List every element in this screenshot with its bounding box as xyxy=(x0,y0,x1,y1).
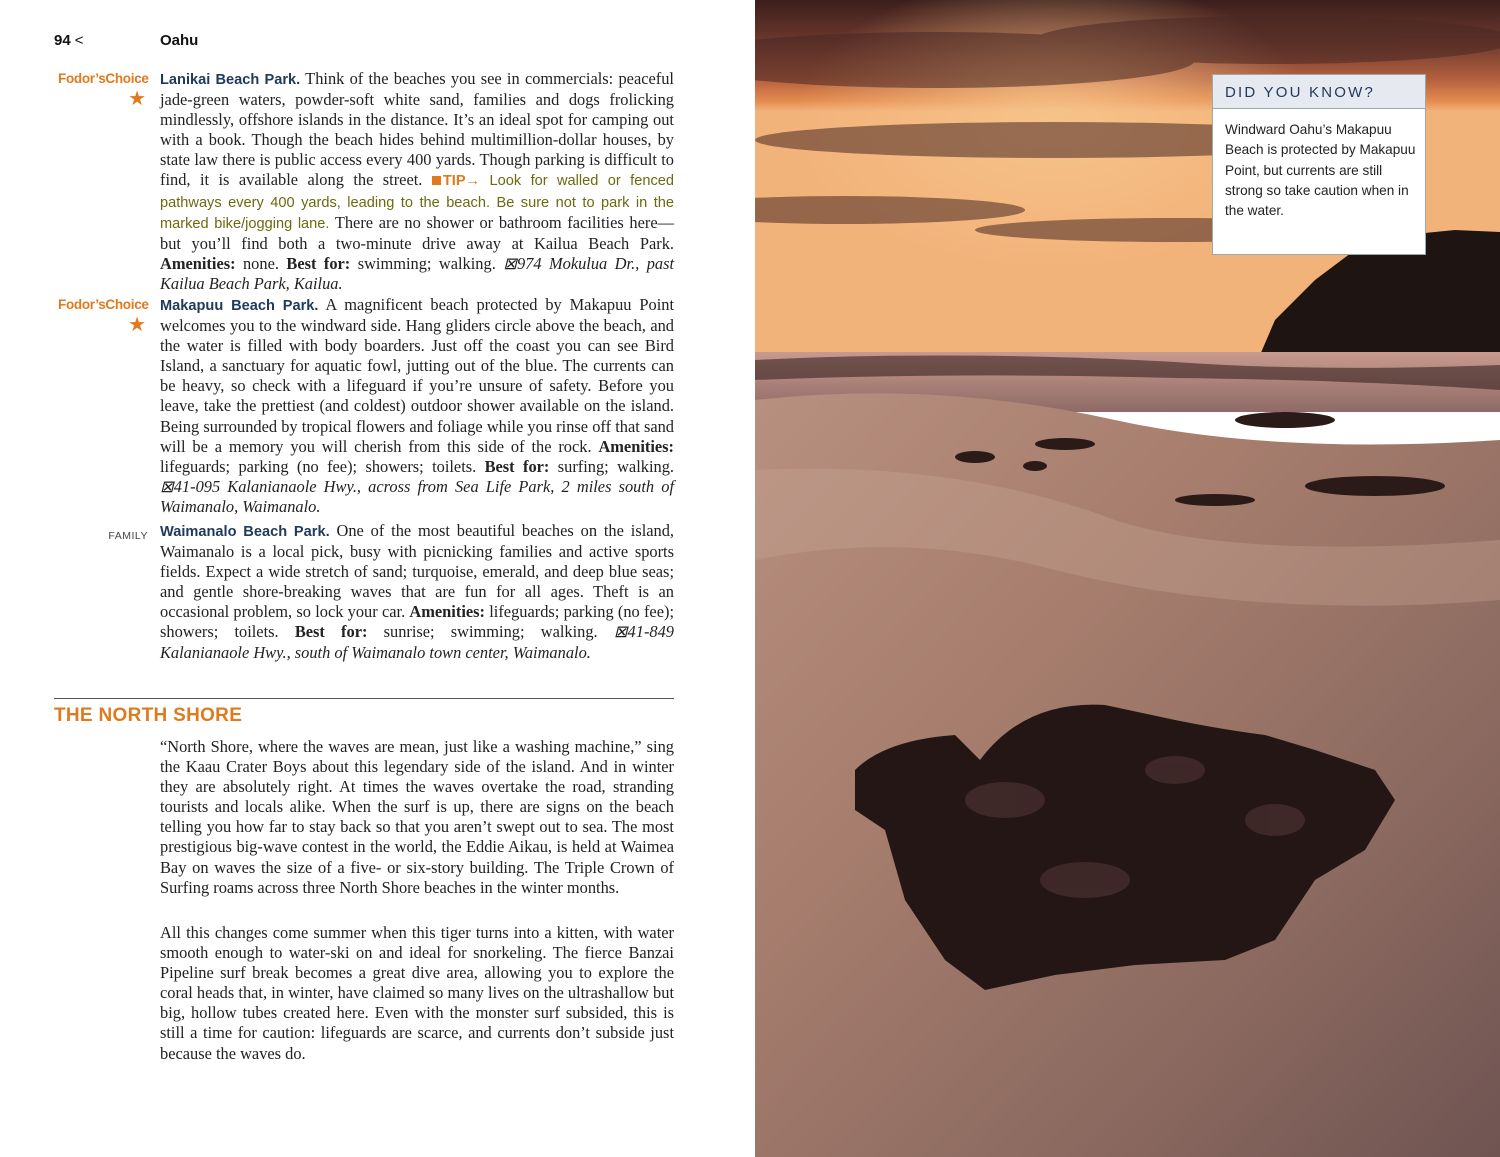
entry-body-continued: There are no shower or bathroom facilities here—but you’ll find both a two-minute drive away at Kailua Beach Park. xyxy=(160,212,675,253)
entry-makapuu xyxy=(160,295,674,517)
star-icon: ★ xyxy=(128,314,146,336)
tip-label: TIP→ xyxy=(442,173,481,190)
fodors-choice-badge xyxy=(58,296,148,336)
north-shore-paragraph-2: All this changes come summer when this tiger turns into a kitten, with water smooth enough to water-ski on and ideal for snorkeling. The fierce Banzai Pipeline surf break becomes a great dive area, allowing you to explore the coral heads that, in winter, have claimed so many lives on the ultrashallow but big, hollow tubes created here. Even with the monster surf subsided, this is still a time for caution: lifeguards are scarce, and currents don’t subside just because the waves do. xyxy=(160,923,674,1063)
entry-title: Makapuu Beach Park. xyxy=(160,298,319,314)
entry-body: Think of the beaches you see in commercials: peaceful jade-green waters, powder-soft white sand, families and dogs frolicking mindlessly, offshore islands in the distance. It’s an ideal spot for camping out with a book. Though the beach hides behind multimillion-dollar houses, by state law there is public access every 400 yards. Though parking is difficult to find, it is available along the street. xyxy=(160,69,674,190)
amenities-value: none. xyxy=(235,253,287,273)
bestfor-label: Best for: xyxy=(294,622,368,642)
amenities-label: Amenities: xyxy=(409,602,485,622)
entry-address: ⊠41-095 Kalanianaole Hwy., across from Sea Life Park, 2 miles south of Waimanalo, Waimanalo. xyxy=(160,476,674,516)
fodors-choice-badge xyxy=(58,70,148,110)
section-title: THE NORTH SHORE xyxy=(54,705,243,726)
bestfor-label: Best for: xyxy=(484,456,550,476)
entry-address: ⊠974 Mokulua Dr., past Kailua Beach Park, Kailua. xyxy=(160,253,675,293)
page-number: 94 xyxy=(54,32,71,49)
entry-waimanalo xyxy=(160,521,674,663)
tip-square-icon xyxy=(432,176,441,185)
north-shore-paragraph-1: “North Shore, where the waves are mean, just like a washing machine,” sing the Kaau Crater Boys about this legendary side of the island. And in winter they are absolutely right. At times the waves overtake the road, stranding tourists and locals alike. When the surf is up, there are signs on the beach telling you how far to stay back so that you aren’t swept out to sea. The most prestigious big-wave contest in the world, the Eddie Aikau, is held at Waimea Bay on waves the size of a five- or six-story building. The Triple Crown of Surfing roams across three North Shore beaches in the winter months. xyxy=(160,737,674,897)
amenities-value: lifeguards; parking (no fee); showers; toilets. xyxy=(160,602,674,642)
entry-address: ⊠41-849 Kalanianaole Hwy., south of Waimanalo town center, Waimanalo. xyxy=(160,622,674,662)
bestfor-label: Best for: xyxy=(286,253,351,273)
entry-title: Waimanalo Beach Park. xyxy=(160,524,330,540)
section-name: Oahu xyxy=(160,32,199,49)
entry-body: One of the most beautiful beaches on the island, Waimanalo is a local pick, busy with picnicking families and active sports fields. Expect a wide stretch of sand; turquoise, emerald, and deep blue seas; and gentle shore-breaking waves that are fun for all ages. Theft is an occasional problem, so lock your car. xyxy=(160,521,675,622)
entry-body: A magnificent beach protected by Makapuu Point welcomes you to the windward side. Hang gliders circle above the beach, and the water is filled with body boarders. Just off the coast you can see Bird Island, a sanctuary for aquatic fowl, jutting out of the blue. The currents can be heavy, so check with a lifeguard if you’re unsure of safety. Before you leave, take the prettiest (and coldest) outdoor shower available on the island. Being surrounded by tropical flowers and foliage while you rinse off that sand will be a memory you will cherish from this side of the rock. xyxy=(160,295,674,456)
amenities-value: lifeguards; parking (no fee); showers; toilets. xyxy=(160,456,485,476)
chevron-left-icon: < xyxy=(74,32,84,49)
did-you-know-text: Windward Oahu’s Makapuu Beach is protected by Makapuu Point, but currents are still strong so take caution when in the water. xyxy=(1225,122,1416,219)
star-icon: ★ xyxy=(128,88,146,110)
family-badge xyxy=(58,526,148,544)
family-label: FAMILY xyxy=(108,530,148,542)
running-head xyxy=(54,32,199,49)
amenities-label: Amenities: xyxy=(160,253,236,273)
did-you-know-title: DID YOU KNOW? xyxy=(1213,75,1425,109)
fodors-choice-label: Fodor’sChoice xyxy=(58,71,149,86)
bestfor-value: swimming; walking. xyxy=(350,253,504,273)
bestfor-value: surfing; walking. xyxy=(549,456,674,476)
did-you-know-box xyxy=(1212,74,1426,255)
tip-text: Look for walled or fenced pathways every 400 yards, leading to the beach. Be sure not to park in the marked bike/jogging lane. xyxy=(160,173,674,232)
section-divider xyxy=(54,698,674,699)
right-page xyxy=(755,0,1500,1157)
fodors-choice-label: Fodor’sChoice xyxy=(58,297,149,312)
bestfor-value: sunrise; swimming; walking. xyxy=(367,622,614,642)
entry-lanikai xyxy=(160,69,674,294)
entry-title: Lanikai Beach Park. xyxy=(160,72,301,88)
amenities-label: Amenities: xyxy=(598,436,674,456)
